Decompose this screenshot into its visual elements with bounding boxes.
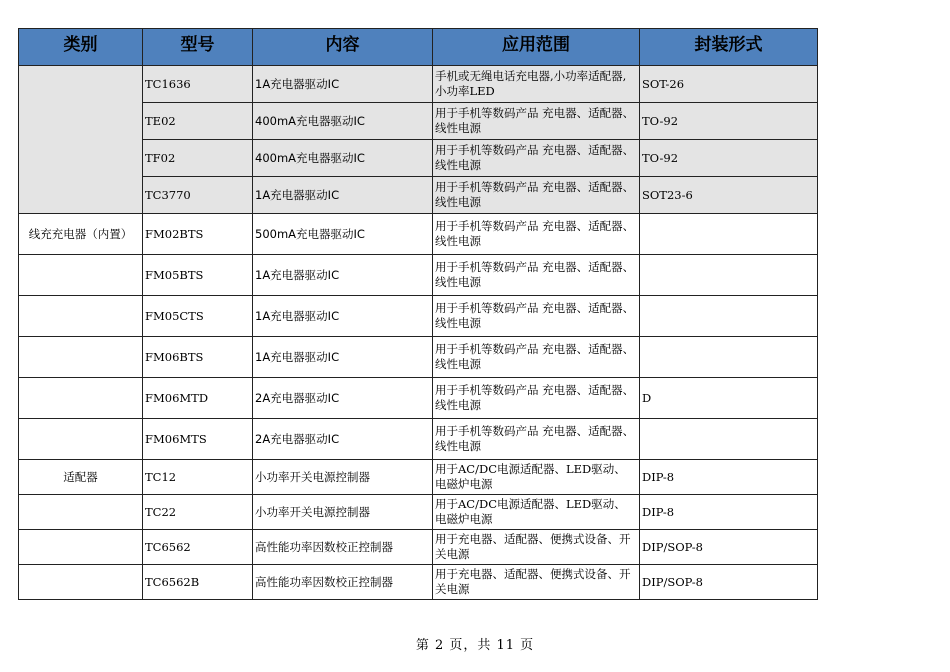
- table-row: [19, 495, 818, 530]
- model-cell: TC12: [143, 460, 253, 495]
- content-cell: 2A充电器驱动IC: [253, 419, 433, 460]
- category-cell: [19, 565, 143, 600]
- table-row: [19, 296, 818, 337]
- header-application: 应用范围: [433, 29, 640, 66]
- table-row: [19, 530, 818, 565]
- header-row: [19, 29, 818, 66]
- content-cell: 高性能功率因数校正控制器: [253, 530, 433, 565]
- package-cell: D: [640, 378, 818, 419]
- content-cell: 小功率开关电源控制器: [253, 460, 433, 495]
- content-cell: 500mA充电器驱动IC: [253, 214, 433, 255]
- model-cell: TC1636: [143, 66, 253, 103]
- model-cell: TC22: [143, 495, 253, 530]
- category-cell: [19, 66, 143, 214]
- package-cell: [640, 255, 818, 296]
- content-cell: 小功率开关电源控制器: [253, 495, 433, 530]
- category-cell: [19, 255, 143, 296]
- application-cell: 用于手机等数码产品 充电器、适配器、线性电源: [433, 214, 640, 255]
- category-cell: 适配器: [19, 460, 143, 495]
- category-cell: [19, 495, 143, 530]
- model-cell: FM05CTS: [143, 296, 253, 337]
- table-row: [19, 255, 818, 296]
- application-cell: 用于手机等数码产品 充电器、适配器、线性电源: [433, 255, 640, 296]
- application-cell: 用于手机等数码产品 充电器、适配器、线性电源: [433, 296, 640, 337]
- application-cell: 手机或无绳电话充电器,小功率适配器,小功率LED: [433, 66, 640, 103]
- application-cell: 用于手机等数码产品 充电器、适配器、线性电源: [433, 419, 640, 460]
- package-cell: TO-92: [640, 103, 818, 140]
- content-cell: 400mA充电器驱动IC: [253, 140, 433, 177]
- table-row: [19, 66, 818, 103]
- application-cell: 用于AC/DC电源适配器、LED驱动、电磁炉电源: [433, 495, 640, 530]
- model-cell: FM05BTS: [143, 255, 253, 296]
- package-cell: TO-92: [640, 140, 818, 177]
- category-cell: [19, 378, 143, 419]
- content-cell: 1A充电器驱动IC: [253, 255, 433, 296]
- table-row: [19, 460, 818, 495]
- header-package: 封装形式: [640, 29, 818, 66]
- package-cell: DIP/SOP-8: [640, 565, 818, 600]
- package-cell: [640, 214, 818, 255]
- content-cell: 2A充电器驱动IC: [253, 378, 433, 419]
- content-cell: 1A充电器驱动IC: [253, 66, 433, 103]
- package-cell: DIP/SOP-8: [640, 530, 818, 565]
- package-cell: [640, 337, 818, 378]
- application-cell: 用于手机等数码产品 充电器、适配器、线性电源: [433, 103, 640, 140]
- content-cell: 高性能功率因数校正控制器: [253, 565, 433, 600]
- page-footer: 第 2 页，共 11 页: [415, 638, 535, 653]
- application-cell: 用于手机等数码产品 充电器、适配器、线性电源: [433, 337, 640, 378]
- package-cell: SOT23-6: [640, 177, 818, 214]
- product-table: [18, 28, 818, 600]
- package-cell: SOT-26: [640, 66, 818, 103]
- table-row: [19, 419, 818, 460]
- content-cell: 1A充电器驱动IC: [253, 296, 433, 337]
- table-row: [19, 565, 818, 600]
- category-cell: 线充充电器（内置）: [19, 214, 143, 255]
- package-cell: DIP-8: [640, 460, 818, 495]
- category-cell: [19, 337, 143, 378]
- application-cell: 用于充电器、适配器、便携式设备、开关电源: [433, 565, 640, 600]
- package-cell: DIP-8: [640, 495, 818, 530]
- package-cell: [640, 419, 818, 460]
- model-cell: TE02: [143, 103, 253, 140]
- application-cell: 用于AC/DC电源适配器、LED驱动、电磁炉电源: [433, 460, 640, 495]
- model-cell: FM06BTS: [143, 337, 253, 378]
- model-cell: TC6562B: [143, 565, 253, 600]
- table-row: [19, 214, 818, 255]
- header-content: 内容: [253, 29, 433, 66]
- content-cell: 400mA充电器驱动IC: [253, 103, 433, 140]
- category-cell: [19, 296, 143, 337]
- model-cell: TF02: [143, 140, 253, 177]
- category-cell: [19, 419, 143, 460]
- model-cell: FM06MTS: [143, 419, 253, 460]
- model-cell: FM06MTD: [143, 378, 253, 419]
- application-cell: 用于充电器、适配器、便携式设备、开关电源: [433, 530, 640, 565]
- application-cell: 用于手机等数码产品 充电器、适配器、线性电源: [433, 140, 640, 177]
- table-row: [19, 378, 818, 419]
- application-cell: 用于手机等数码产品 充电器、适配器、线性电源: [433, 177, 640, 214]
- header-category: 类别: [19, 29, 143, 66]
- model-cell: TC6562: [143, 530, 253, 565]
- content-cell: 1A充电器驱动IC: [253, 337, 433, 378]
- model-cell: TC3770: [143, 177, 253, 214]
- category-cell: [19, 530, 143, 565]
- application-cell: 用于手机等数码产品 充电器、适配器、线性电源: [433, 378, 640, 419]
- content-cell: 1A充电器驱动IC: [253, 177, 433, 214]
- package-cell: [640, 296, 818, 337]
- model-cell: FM02BTS: [143, 214, 253, 255]
- table-row: [19, 337, 818, 378]
- header-model: 型号: [143, 29, 253, 66]
